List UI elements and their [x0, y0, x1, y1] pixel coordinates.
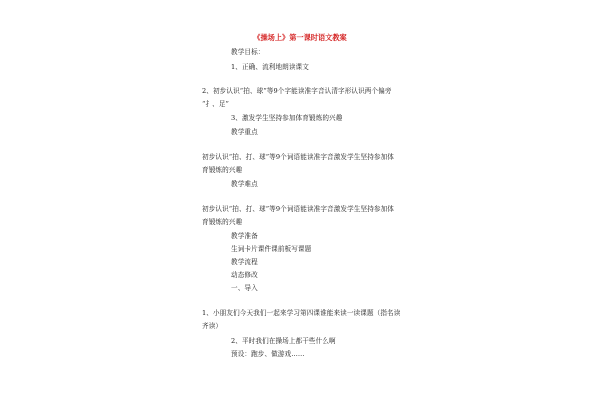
objective-1: 1、正确、流利地朗读课文 — [231, 63, 309, 71]
section-objectives-heading: 教学目标： — [231, 48, 265, 56]
section-preparation-heading: 教学准备 — [231, 232, 258, 240]
objective-2: 2、初步认识“拍、球”等9个字能读准字音认清字形认识两个偏旁 — [202, 87, 392, 95]
key-points-text: 初步认识“拍、打、球”等9个词语能读准字音激发学生坚持参加体 — [202, 153, 394, 161]
objective-3: 3、激发学生坚持参加体育锻炼的兴趣 — [231, 114, 343, 122]
intro-step-1: 1、小朋友们今天我们一起来学习第四课谁能来读一读课题（指名读 — [202, 309, 401, 317]
intro-step-2: 2、平时我们在操场上都干些什么啊 — [231, 337, 336, 345]
section-key-points-heading: 教学重点 — [231, 128, 258, 136]
step-intro-heading: 一、导入 — [231, 284, 258, 292]
dynamic-revision-label: 动态修改 — [231, 271, 258, 279]
key-points-text-continued: 育锻炼的兴趣 — [202, 166, 243, 174]
intro-step-2-expected: 预设：跑步、做游戏…… — [231, 350, 305, 358]
document-title: 《操场上》第一课时语文教案 — [253, 33, 347, 42]
section-difficulties-heading: 教学难点 — [231, 180, 258, 188]
intro-step-1-continued: 齐读） — [202, 322, 223, 330]
objective-2-continued: “扌、足” — [202, 100, 230, 108]
difficulties-text: 初步认识“拍、打、球”等9个词语能读准字音激发学生坚持参加体 — [202, 205, 394, 213]
difficulties-text-continued: 育锻炼的兴趣 — [202, 218, 243, 226]
section-process-heading: 教学流程 — [231, 258, 258, 266]
preparation-text: 生词卡片课件课前板写课题 — [231, 245, 312, 253]
